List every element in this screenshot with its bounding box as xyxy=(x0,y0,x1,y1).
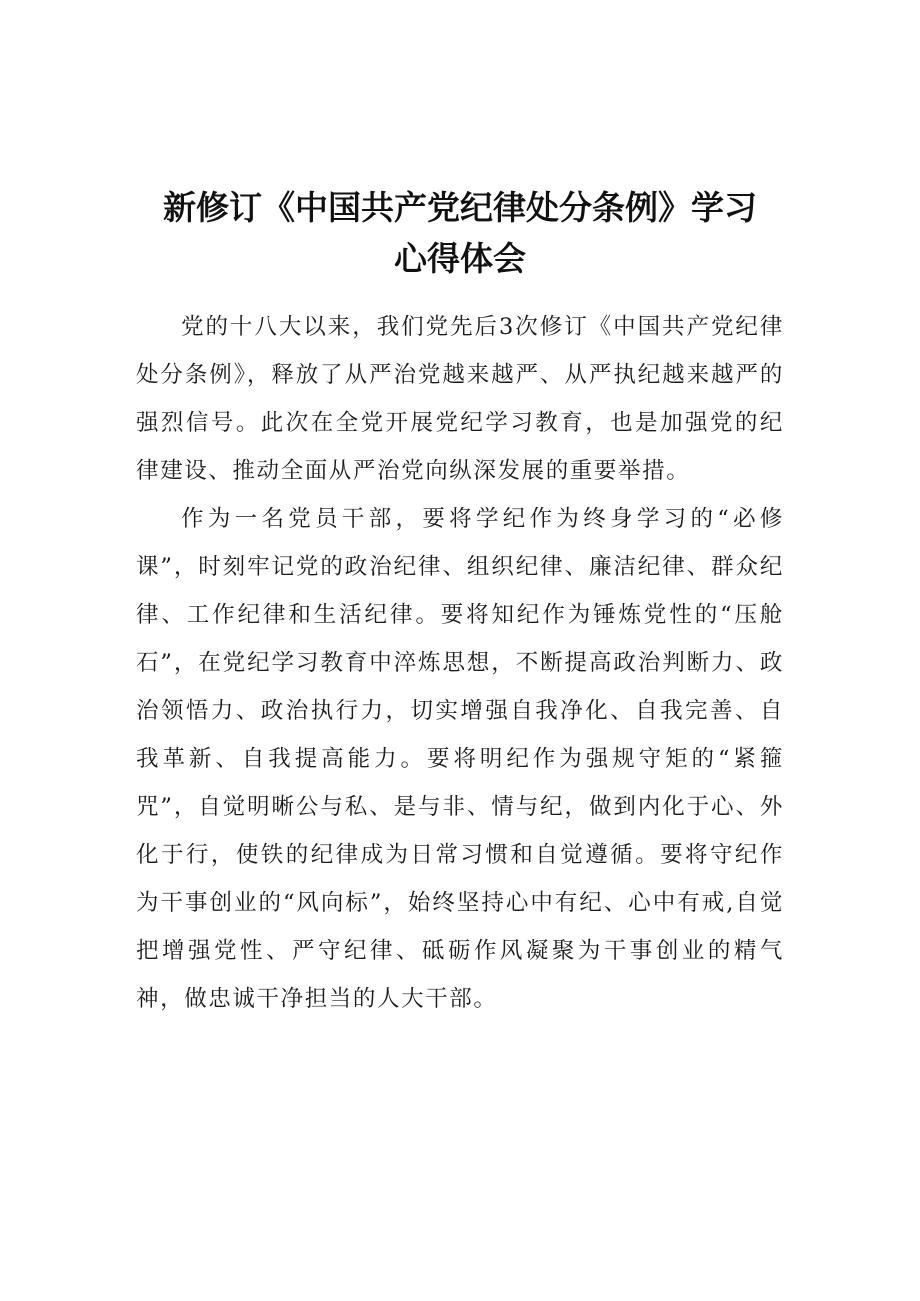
title-line-1: 新修订《中国共产党纪律处分条例》学习 xyxy=(163,188,757,228)
paragraph-2: 作为一名党员干部，要将学纪作为终身学习的“必修课”，时刻牢记党的政治纪律、组织纪律、廉洁纪律、群众纪律、工作纪律和生活纪律。要将知纪作为锤炼党性的“压舱石”，在党纪学习教育中淬炼思想，不断提高政治判断力、政治领悟力、政治执行力，切实增强自我净化、自我完善、自我革新、自我提高能力。要将明纪作为强规守矩的“紧箍咒”，自觉明晰公与私、是与非、情与纪，做到内化于心、外化于行，使铁的纪律成为日常习惯和自觉遵循。要将守纪作为干事创业的“风向标”，始终坚持心中有纪、心中有戒,自觉把增强党性、严守纪律、砥砺作风凝聚为干事创业的精气神，做忠诚干净担当的人大干部。 xyxy=(136,506,784,1012)
title-line-2: 心得体会 xyxy=(394,239,526,279)
document-body xyxy=(136,303,784,1023)
document-title xyxy=(120,182,800,284)
paragraph-1: 党的十八大以来，我们党先后3次修订《中国共产党纪律处分条例》，释放了从严治党越来越严、从严执纪越来越严的强烈信号。此次在全党开展党纪学习教育，也是加强党的纪律建设、推动全面从严治党向纵深发展的重要举措。 xyxy=(136,314,784,484)
